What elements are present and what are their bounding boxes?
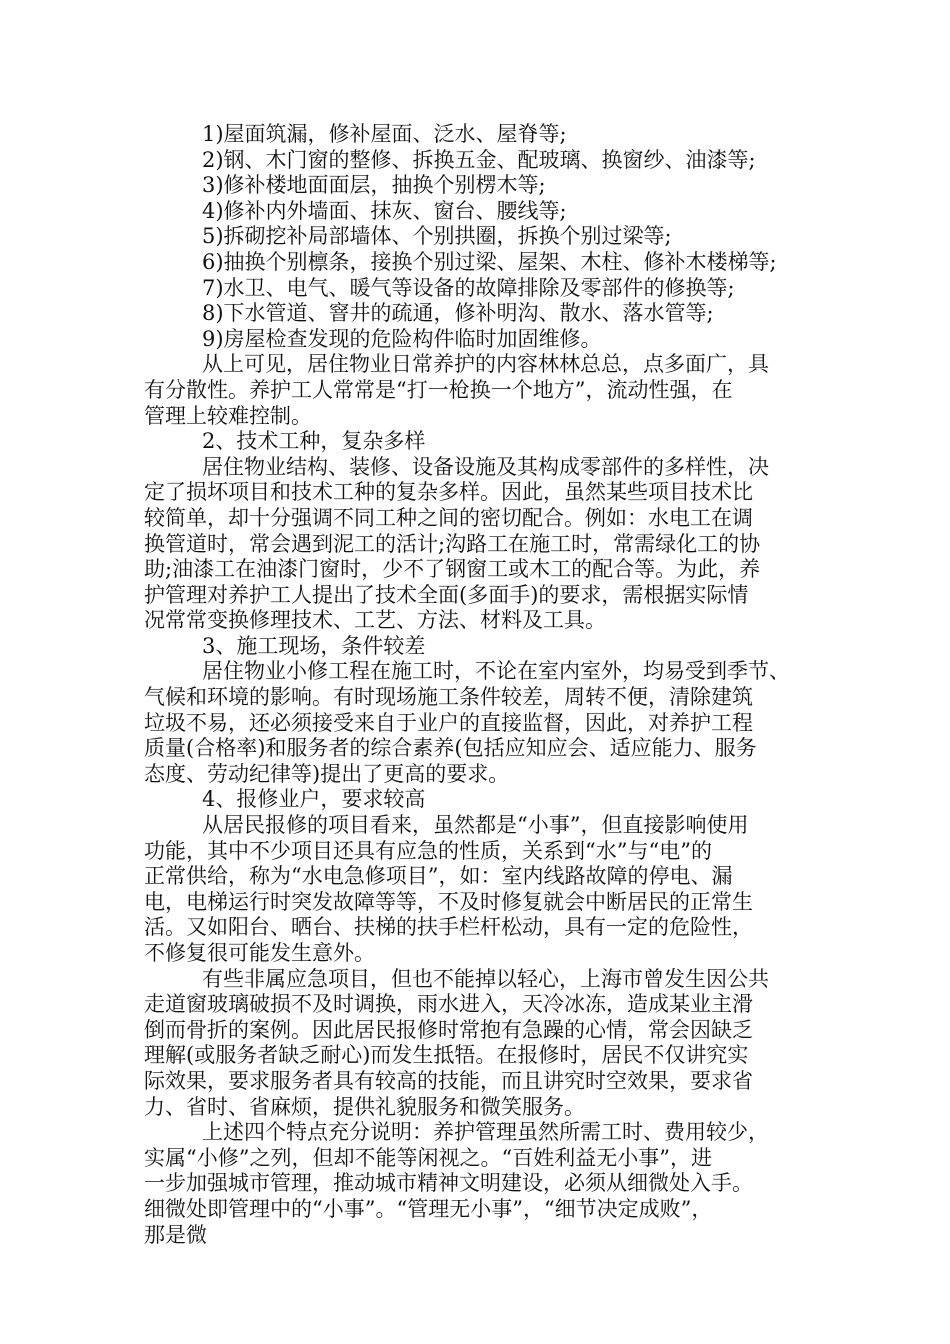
paragraph-line: 换管道时，常会遇到泥工的活计;沟路工在施工时，常需绿化工的协 [144, 531, 761, 556]
paragraph-line: 居住物业结构、装修、设备设施及其构成零部件的多样性，决 [202, 454, 769, 479]
list-item: 5)拆砌挖补局部墙体、个别拱圈，拆换个别过梁等; [202, 224, 672, 249]
paragraph-line: 不修复很可能发生意外。 [144, 941, 375, 965]
repair-items-list [144, 122, 820, 352]
paragraph-line: 实属“小修”之列，但却不能等闲视之。“百姓利益无小事”，进 [144, 1145, 712, 1170]
paragraph-line: 定了损坏项目和技术工种的复杂多样。因此，虽然某些项目技术比 [144, 480, 753, 505]
section-heading-3: 3、施工现场，条件较差 [202, 633, 426, 658]
paragraph-line: 气候和环境的影响。有时现场施工条件较差，周转不便，清除建筑 [144, 685, 753, 710]
list-item: 8)下水管道、窨井的疏通，修补明沟、散水、落水管等; [202, 301, 714, 326]
paragraph-line: 功能，其中不少项目还具有应急的性质，关系到“水”与“电”的 [144, 838, 712, 863]
paragraph-line: 那是微 [144, 1222, 207, 1247]
list-item: 6)抽换个别檩条，接换个别过梁、屋架、木柱、修补木楼梯等; [202, 249, 777, 274]
paragraph-line: 质量(合格率)和服务者的综合素养(包括应知应会、适应能力、服务 [144, 736, 757, 761]
section-4-paragraph-b [144, 967, 820, 1121]
paragraph-line: 力、省时、省麻烦，提供礼貌服务和微笑服务。 [144, 1094, 585, 1119]
paragraph-line: 有分散性。养护工人常常是“打一枪换一个地方”，流动性强，在 [144, 377, 733, 402]
paragraph-line: 护管理对养护工人提出了技术全面(多面手)的要求，需根据实际情 [144, 582, 749, 607]
paragraph-line: 居住物业小修工程在施工时，不论在室内室外，均易受到季节、 [202, 659, 790, 684]
list-item: 7)水卫、电气、暖气等设备的故障排除及零部件的修换等; [202, 275, 735, 300]
section-4-paragraph-a [144, 813, 820, 967]
paragraph-line: 从居民报修的项目看来，虽然都是“小事”，但直接影响使用 [202, 813, 749, 838]
paragraph-line: 倒而骨折的案例。因此居民报修时常抱有急躁的心情，常会因缺乏 [144, 1017, 753, 1042]
list-item: 2)钢、木门窗的整修、拆换五金、配玻璃、换窗纱、油漆等; [202, 147, 756, 172]
paragraph-line: 际效果，要求服务者具有较高的技能，而且讲究时空效果，要求省 [144, 1068, 753, 1093]
section-3-paragraph [144, 659, 820, 787]
paragraph-line: 垃圾不易，还必须接受来自于业户的直接监督，因此，对养护工程 [144, 710, 753, 735]
paragraph-line: 较简单，却十分强调不同工种之间的密切配合。例如：水电工在调 [144, 505, 753, 530]
paragraph-line: 正常供给，称为“水电急修项目”，如：室内线路故障的停电、漏 [144, 864, 733, 889]
paragraph-line: 上述四个特点充分说明：养护管理虽然所需工时、费用较少， [202, 1120, 769, 1145]
paragraph-line: 况常常变换修理技术、工艺、方法、材料及工具。 [144, 608, 606, 633]
list-item: 3)修补楼地面面层，抽换个别楞木等; [202, 173, 546, 198]
paragraph-line: 从上可见，居住物业日常养护的内容林林总总，点多面广，具 [202, 352, 769, 377]
paragraph-line: 管理上较难控制。 [144, 403, 312, 428]
paragraph-line: 细微处即管理中的“小事”。“管理无小事”，“细节决定成败”， [144, 1196, 713, 1221]
paragraph-line: 电，电梯运行时突发故障等等，不及时修复就会中断居民的正常生 [144, 889, 753, 914]
paragraph-line: 一步加强城市管理，推动城市精神文明建设，必须从细微处入手。 [144, 1171, 753, 1196]
summary-paragraph [144, 352, 820, 429]
paragraph-line: 理解(或服务者缺乏耐心)而发生抵牾。在报修时，居民不仅讲究实 [144, 1043, 749, 1068]
paragraph-line: 态度、劳动纪律等)提出了更高的要求。 [144, 761, 510, 786]
paragraph-line: 走道窗玻璃破损不及时调换，雨水进入，天冷冰冻，造成某业主滑 [144, 992, 753, 1017]
section-heading-4: 4、报修业户，要求较高 [202, 787, 426, 812]
document-page [144, 122, 820, 1248]
section-heading-2: 2、技术工种，复杂多样 [202, 429, 426, 454]
list-item: 4)修补内外墙面、抹灰、窗台、腰线等; [202, 198, 567, 223]
paragraph-line: 有些非属应急项目，但也不能掉以轻心，上海市曾发生因公共 [202, 966, 769, 991]
section-2-paragraph [144, 455, 820, 634]
paragraph-line: 助;油漆工在油漆门窗时，少不了钢窗工或木工的配合等。为此，养 [144, 557, 761, 582]
conclusion-paragraph [144, 1120, 820, 1248]
paragraph-line: 活。又如阳台、晒台、扶梯的扶手栏杆松动，具有一定的危险性， [144, 915, 753, 940]
list-item: 9)房屋检查发现的危险构件临时加固维修。 [202, 326, 602, 351]
list-item: 1)屋面筑漏，修补屋面、泛水、屋脊等; [202, 122, 567, 146]
